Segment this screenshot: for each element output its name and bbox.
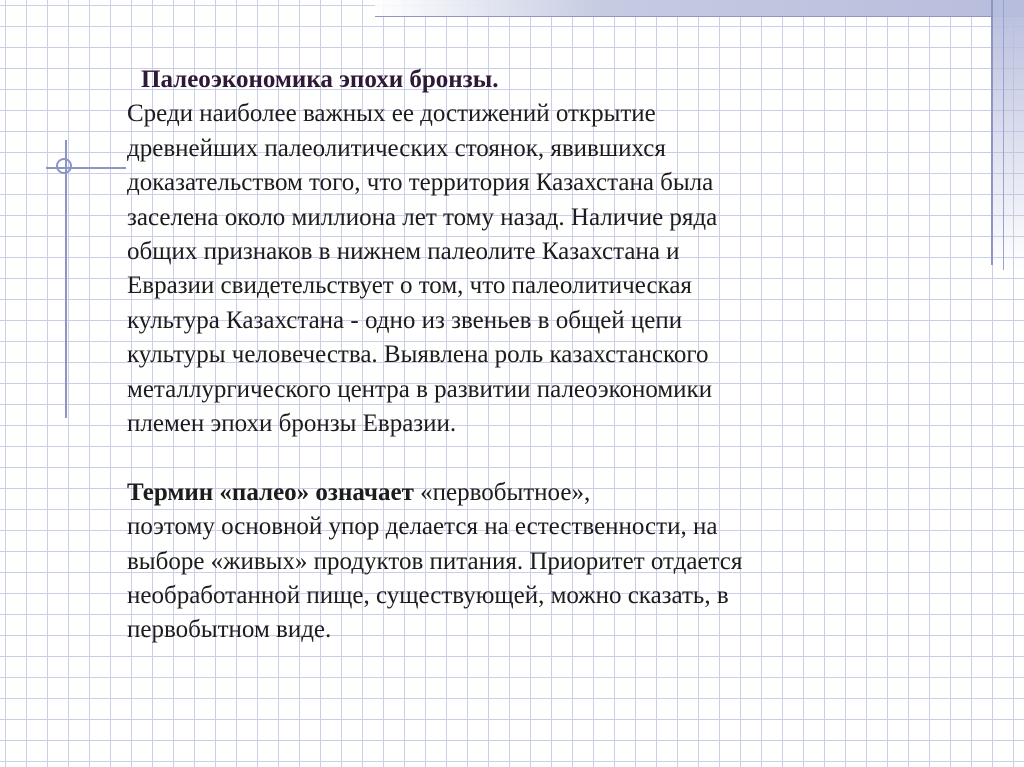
left-decorative-vertical-line: [65, 140, 67, 418]
paragraph-term-definition: [127, 476, 907, 648]
term-bold-phrase: Термин «палео» означает: [127, 478, 414, 506]
text-line: заселена около миллиона лет тому назад. Наличие ряда: [127, 203, 718, 231]
text-line: древнейших палеолитических стоянок, явившихся: [127, 134, 666, 162]
text-line: металлургического центра в развитии палеоэкономики: [127, 375, 713, 403]
text-line: Евразии свидетельствует о том, что палеолитическая: [127, 272, 692, 300]
top-decorative-line: [375, 16, 1024, 17]
text-line: культуры человечества. Выявлена роль казахстанского: [127, 341, 709, 369]
crosshair-circle-icon: [56, 158, 72, 174]
text-line: доказательством того, что территория Казахстана была: [127, 169, 714, 197]
text-line: культура Казахстана - одно из звеньев в общей цепи: [127, 306, 683, 334]
text-line: общих признаков в нижнем палеолите Казахстана и: [127, 238, 680, 266]
slide-content: [127, 63, 907, 648]
term-meaning: «первобытное»,: [413, 478, 591, 506]
text-line: выборе «живых» продуктов питания. Приоритет отдается: [127, 547, 743, 575]
right-decorative-line-thin: [1003, 0, 1004, 270]
top-decorative-bar: [375, 0, 1024, 16]
text-line: племен эпохи бронзы Евразии.: [127, 410, 457, 438]
slide-heading: Палеоэкономика эпохи бронзы.: [141, 66, 499, 93]
term-line: [127, 476, 907, 510]
right-decorative-line: [991, 0, 993, 265]
paragraph-paleoeconomy: [127, 97, 907, 441]
text-line: Среди наиболее важных ее достижений открытие: [127, 100, 656, 128]
text-line: первобытном виде.: [127, 616, 332, 644]
paragraph-spacer: [127, 441, 907, 475]
text-line: поэтому основной упор делается на естественности, на: [127, 513, 718, 541]
right-decorative-strip: [993, 0, 1024, 270]
text-line: необработанной пище, существующей, можно сказать, в: [127, 582, 729, 610]
